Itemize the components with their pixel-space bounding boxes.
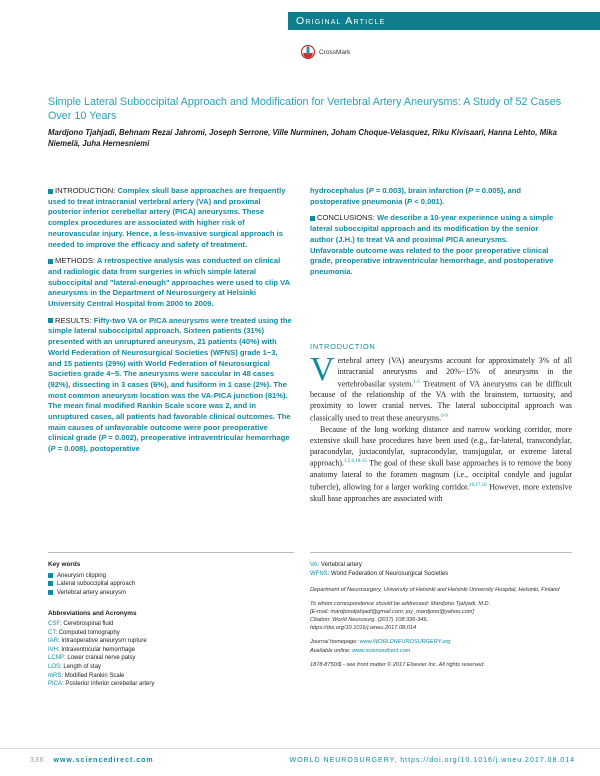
keywords-list [48, 572, 288, 597]
sciencedirect-link[interactable]: www.sciencedirect.com [352, 647, 411, 654]
abbreviation-item: CSF: Cerebrospinal fluid [48, 621, 114, 627]
citation-ref[interactable]: 6-9 [441, 414, 448, 420]
affiliation: Department of Neurosurgery, University of Helsinki and Helsinki University Hospital, Helsinki, Finland [310, 587, 560, 593]
abstract-col-right [310, 186, 554, 284]
keywords-heading: Key words [48, 561, 81, 568]
section-tag: Original Article [288, 12, 600, 30]
footer-left [30, 757, 154, 764]
abstract-methods: METHODS: A retrospective analysis was conducted on clinical and radiologic data from surgeries in which simple lateral suboccipital and "lateral-enough" approaches were used to clip VA aneurysms in the Department of Neurosurgery at Helsinki University Central Hospital from 2000 to 2009. [48, 256, 290, 309]
abbreviation-item: CT: Computed tomography [48, 629, 120, 636]
footer-divider [0, 748, 600, 749]
bullet-icon [310, 216, 315, 221]
citation-ref[interactable]: 1,5,6,10-15 [343, 459, 367, 465]
abstract-results-cont: hydrocephalus (P = 0.003), brain infarction (P = 0.005), and postoperative pneumonia (P < 0.001). [310, 186, 522, 206]
available-online: Available online: www.sciencedirect.com [310, 647, 411, 654]
divider [48, 552, 294, 553]
article-title: Simple Lateral Suboccipital Approach and Modification for Vertebral Artery Aneurysms: A Study of 52 Cases Over 10 Years [48, 96, 562, 122]
intro-paragraph: Because of the long working distance and narrow working corridor, more extensive skull base procedures have been used (e.g., far-lateral, transcondylar, paracondylar, juxtacondylar, supracondylar, transjugular, or extreme lateral approach).$^{1,5,6,10-15}$ The goal of these skull base approaches is to remove the bony anatomy lateral to the foramen magnum (i.e., occipital condyle and jugular tubercle), allowing for a larger working corridor.$^{16,17,18}$ However, more extensive skull base approaches are associated with [310, 424, 573, 503]
introduction-heading: INTRODUCTION [310, 342, 376, 351]
bullet-icon [48, 259, 53, 264]
abbreviation-item: LCNP: Lower cranial nerve palsy [48, 655, 136, 662]
email[interactable]: [E-mail: mardjonotjahjadi@gmail.com; joy_mardjono@yahoo.com] [310, 609, 475, 616]
abstract-introduction: INTRODUCTION: Complex skull base approaches are frequently used to treat intracranial vertebral artery (VA) and proximal posterior inferior cerebellar artery (PICA) aneurysms. These complex procedures are associated with higher risk of neurovascular injury. Hence, a less-invasive surgical approach is needed to improve the efficacy and safety of treatment. [48, 186, 286, 249]
crossmark-label: CrossMark [319, 48, 351, 56]
footer-journal[interactable]: WORLD NEUROSURGERY, https://doi.org/10.1016/j.wneu.2017.08.014 [289, 757, 575, 764]
bullet-icon [48, 189, 53, 194]
abbreviation-item: VA: Vertebral artery [310, 562, 362, 568]
journal-link[interactable]: www.WORLDNEUROSURGERY.org [359, 639, 451, 646]
copyright: 1878-8750/$ - see front matter © 2017 Elsevier Inc. All rights reserved. [310, 661, 485, 668]
doi-link[interactable]: https://doi.org/10.1016/j.wneu.2017.08.014 [310, 625, 417, 632]
abbreviations-heading: Abbreviations and Acronyms [48, 610, 137, 617]
citation-ref[interactable]: 1-5 [413, 379, 420, 385]
abbreviation-item: IVH: Intraventricular hemorrhage [48, 646, 136, 653]
introduction-body [310, 351, 573, 504]
abstract-conclusions: CONCLUSIONS: We describe a 10-year experience using a simple lateral suboccipital approach and its modification by the senior author (J.H.) to treat VA and proximal PICA aneurysms. Unfavorable outcome was related to the poor preoperative clinical grade, preoperative intraventricular hemorrhage, and postoperative pneumonia. [310, 213, 554, 276]
citation-ref[interactable]: 16,17,18 [469, 482, 487, 488]
abbreviations-list-cont [310, 561, 570, 578]
keyword-item: Lateral suboccipital approach [48, 580, 288, 588]
abbreviation-item: mRS: Modified Rankin Scale [48, 672, 125, 679]
abbreviation-item: LOS: Length of stay [48, 663, 102, 670]
author-list: Mardjono Tjahjadi, Behnam Rezai Jahromi, Joseph Serrone, Ville Nurminen, Joham Choque-Velasquez, Riku Kivisaari, Hanna Lehto, Mika Niemelä, Juha Hernesniemi [48, 128, 557, 148]
divider [310, 552, 572, 553]
intro-paragraph: Vertebral artery (VA) aneurysms account for approximately 3% of all intracranial aneurysms and 20%−15% of aneurysms in the vertebrobasilar system.$^{1-5}$ Treatment of VA aneurysms can be difficult because of the relationship of the VA with the brainstem, tortuosity, and proximity to lower cranial nerves. The lateral suboccipital approach was classically used to treat these aneurysms.$^{6-9}$ [310, 351, 572, 423]
crossmark-icon [301, 44, 315, 60]
abbreviation-item: WFNS: World Federation of Neurosurgical Societies [310, 570, 449, 577]
bullet-icon [48, 318, 53, 323]
abstract-col-left [48, 186, 292, 461]
abstract-results: RESULTS: Fifty-two VA or PICA aneurysms were treated using the simple lateral suboccipital approach. Sixteen patients (31%) presented with an unruptured aneurysm, 21 patients (40%) with World Federation of Neurosurgical Societies (WFNS) grade 1−3, and 15 patients (29%) with World Federation of Neurosurgical Societies grade 4−5. The aneurysms were saccular in 48 cases (92%), dissecting in 3 cases (6%), and fusiform in 1 case (2%). The most common aneurysm location was the VA-PICA junction (81%). The mean final modified Rankin Scale score was 2, and in unruptured cases, all patients had favorable clinical outcomes. The main causes of unfavorable outcome were poor preoperative clinical grade (P = 0.002), preoperative intraventricular hemorrhage (P = 0.008), postoperative [48, 315, 292, 454]
page-number: 336 [30, 757, 45, 764]
drop-cap: V [310, 351, 335, 388]
article-meta [310, 586, 572, 669]
crossmark-badge[interactable] [301, 44, 350, 60]
citation: Citation: World Neurosurg. (2017) 108:336-346. [310, 617, 429, 624]
abbreviations-list [48, 620, 288, 689]
footer-site-link[interactable]: www.sciencedirect.com [53, 757, 154, 764]
page-footer [30, 757, 575, 764]
correspondence: To whom correspondence should be addressed: Mardjono Tjahjadi, M.D. [310, 601, 491, 608]
keyword-item: Vertebral artery aneurysm [48, 589, 288, 597]
keyword-item: Aneurysm clipping [48, 572, 288, 580]
abbreviation-item: IAR: Intraoperative aneurysm rupture [48, 638, 147, 645]
journal-homepage: Journal homepage: www.WORLDNEUROSURGERY.org [310, 639, 451, 646]
abbreviation-item: PICA: Posterior inferior cerebellar artery [48, 681, 155, 688]
